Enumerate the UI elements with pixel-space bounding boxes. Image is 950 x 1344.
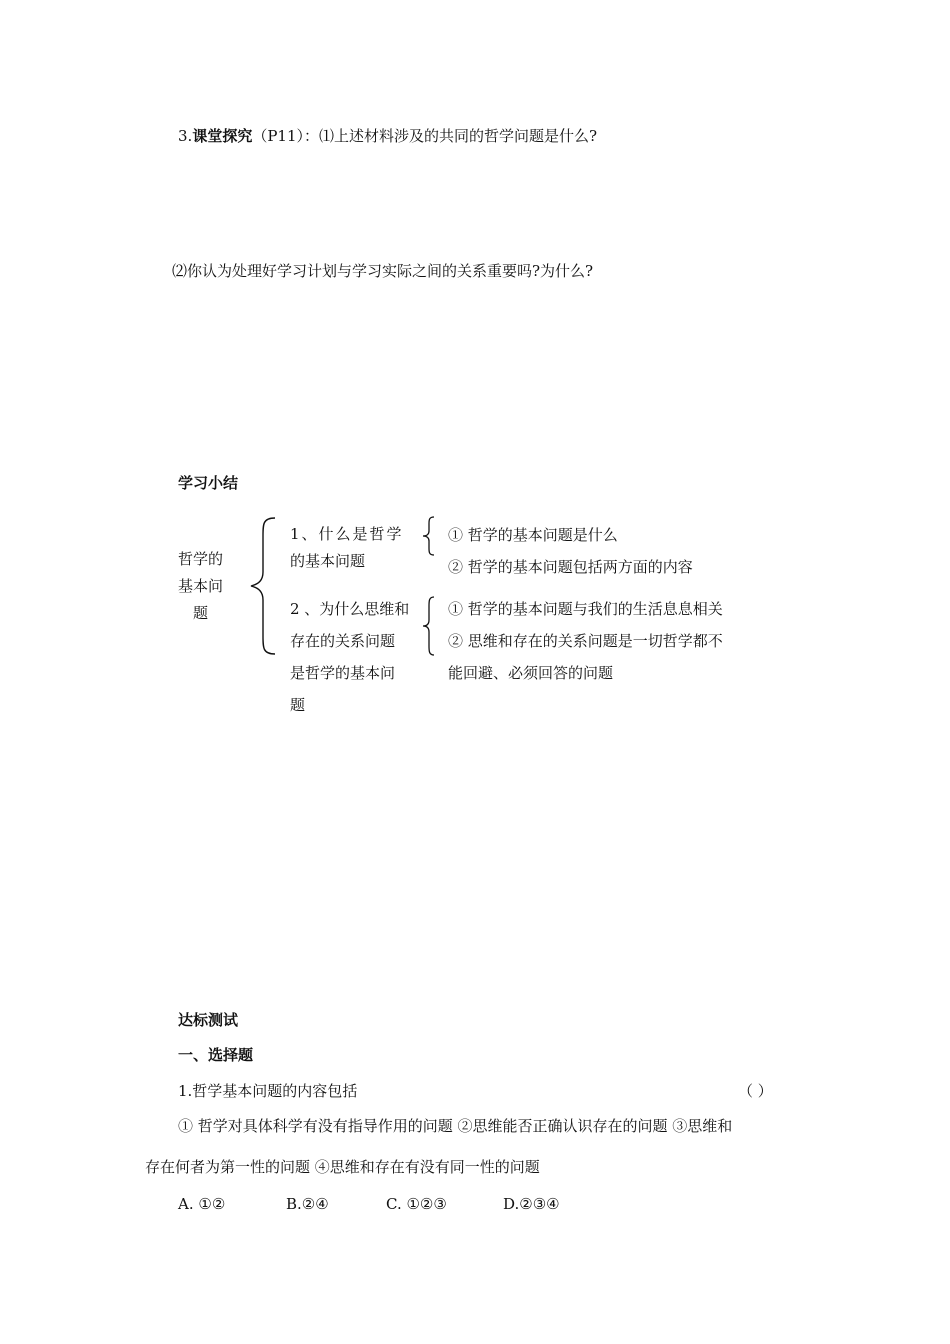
question-1-options-line: ① 哲学对具体科学有没有指导作用的问题 ②思维能否正确认识存在的问题 ③思维和 [178,1117,733,1135]
choice-a: A. ①② [178,1195,226,1213]
q3-number: 3. [178,127,193,145]
q3-question-2: ⑵你认为处理好学习计划与学习实际之间的关系重要吗?为什么? [172,262,594,280]
small-brace-icon [420,596,440,656]
branch-2-line: 存在的关系问题 [290,632,396,650]
branch-2-item: 能回避、必须回答的问题 [448,664,614,682]
question-1-answer-blank: （ ） [738,1082,773,1100]
choice-d: D.②③④ [503,1195,560,1213]
branch-2-line: 是哲学的基本问 [290,664,396,682]
test-heading: 达标测试 [178,1011,239,1029]
branch-1-item: ② 哲学的基本问题包括两方面的内容 [448,558,693,576]
summary-heading: 学习小结 [178,474,239,492]
branch-2-line: 2 、为什么思维和 [290,600,410,618]
q3-question-1: ⑴上述材料涉及的共同的哲学问题是什么? [319,127,598,145]
q3-ref: （P11）： [252,127,320,145]
q3-line [178,127,597,147]
choice-b: B.②④ [286,1195,329,1213]
question-1-options-line: 存在何者为第一性的问题 ④思维和存在有没有同一性的问题 [145,1158,540,1176]
branch-1-line: 的基本问题 [290,552,366,570]
branch-2-item: ① 哲学的基本问题与我们的生活息息相关 [448,600,723,618]
summary-root-line: 基本问 [178,577,224,595]
test-section-title: 一、选择题 [178,1046,254,1064]
large-brace-icon [245,516,285,656]
branch-2-item: ② 思维和存在的关系问题是一切哲学都不 [448,632,723,650]
summary-root-line: 哲学的 [178,550,224,568]
branch-1-item: ① 哲学的基本问题是什么 [448,526,618,544]
branch-1-line: 1、什么是哲学 [290,525,404,543]
branch-2-line: 题 [290,696,306,714]
choice-c: C. ①②③ [386,1195,447,1213]
question-1-stem: 1.哲学基本问题的内容包括 [178,1082,358,1100]
small-brace-icon [420,516,440,556]
summary-root-line: 题 [193,604,209,622]
q3-title: 课堂探究 [192,127,253,145]
